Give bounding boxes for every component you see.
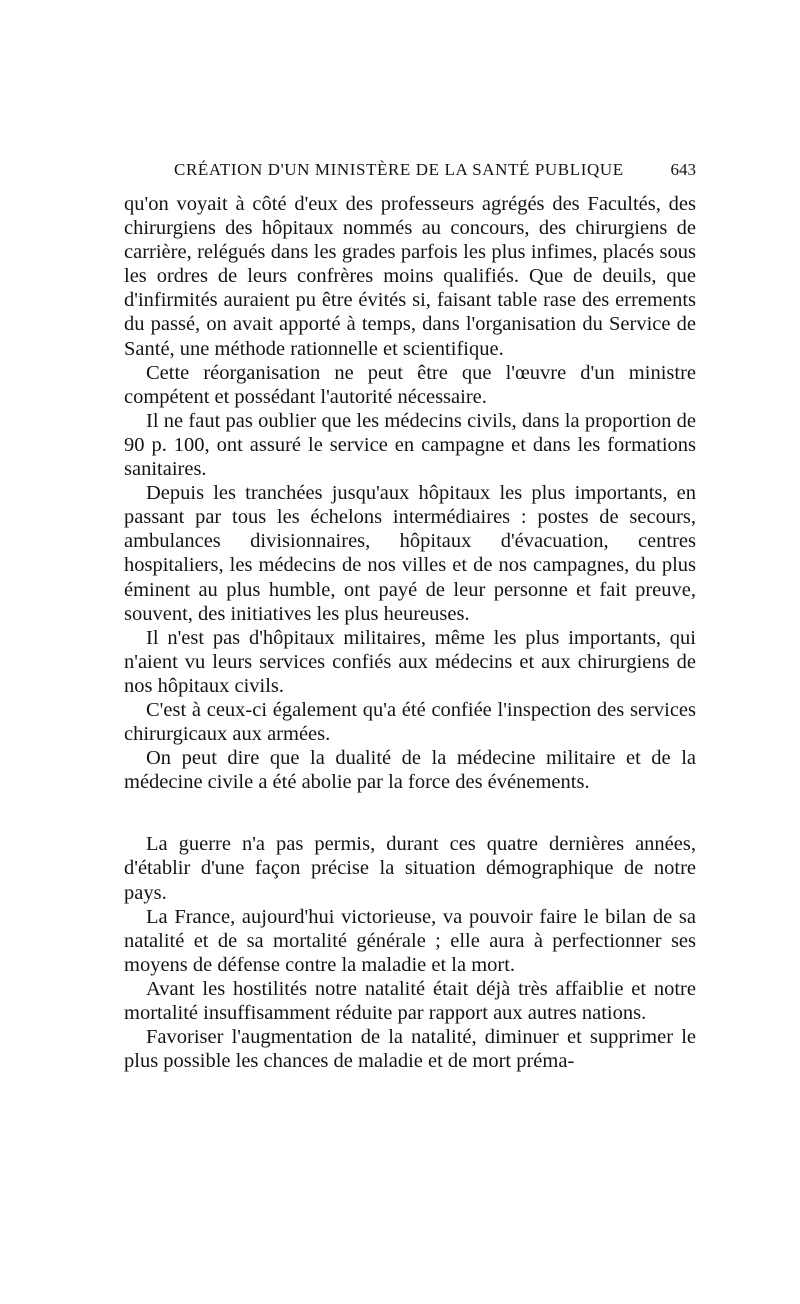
paragraph: Il n'est pas d'hôpitaux militaires, même les plus importants, qui n'aient vu leurs services confiés aux médecins et aux chirurgiens de nos hôpitaux civils. xyxy=(124,626,696,697)
paragraph: qu'on voyait à côté d'eux des professeurs agrégés des Facultés, des chirurgiens des hôpitaux nommés au concours, des chirurgiens de carrière, relégués dans les grades parfois les plus infimes, placés sous les ordres de leurs confrères moins qualifiés. Que de deuils, que d'infirmités auraient pu être évités si, faisant table rase des errements du passé, on avait apporté à temps, dans l'organisation du Service de Santé, une méthode rationnelle et scientifique. xyxy=(124,193,696,360)
paragraph: Depuis les tranchées jusqu'aux hôpitaux les plus importants, en passant par tous les échelons intermédiaires : postes de secours, ambulances divisionnaires, hôpitaux d'évacuation, centres hospitaliers, les médecins de nos villes et de nos campagnes, du plus éminent au plus humble, ont payé de leur personne et fait preuve, souvent, des initiatives les plus heureuses. xyxy=(124,482,696,625)
running-title: CRÉATION D'UN MINISTÈRE DE LA SANTÉ PUBLIQUE xyxy=(174,160,624,179)
paragraph: Avant les hostilités notre natalité était déjà très affaiblie et notre mortalité insuffisamment réduite par rapport aux autres nations. xyxy=(124,977,696,1024)
paragraph: Il ne faut pas oublier que les médecins civils, dans la proportion de 90 p. 100, ont assuré le service en campagne et dans les formations sanitaires. xyxy=(124,409,696,481)
paragraph: La guerre n'a pas permis, durant ces quatre dernières années, d'établir d'une façon précise la situation démographique de notre pays. xyxy=(124,833,696,904)
paragraph: La France, aujourd'hui victorieuse, va pouvoir faire le bilan de sa natalité et de sa mortalité générale ; elle aura à perfectionner ses moyens de défense contre la maladie et la mort. xyxy=(124,905,696,976)
page-body xyxy=(124,192,696,1073)
section-break xyxy=(124,794,696,832)
page-number: 643 xyxy=(670,160,696,179)
paragraph: Cette réorganisation ne peut être que l'œuvre d'un ministre compétent et possédant l'autorité nécessaire. xyxy=(124,361,696,408)
paragraph: On peut dire que la dualité de la médecine militaire et de la médecine civile a été abolie par la force des événements. xyxy=(124,747,696,794)
running-head xyxy=(124,156,696,184)
paragraph: Favoriser l'augmentation de la natalité, diminuer et supprimer le plus possible les chances de maladie et de mort préma- xyxy=(124,1026,696,1073)
paragraph: C'est à ceux-ci également qu'a été confiée l'inspection des services chirurgicaux aux armées. xyxy=(124,698,696,746)
